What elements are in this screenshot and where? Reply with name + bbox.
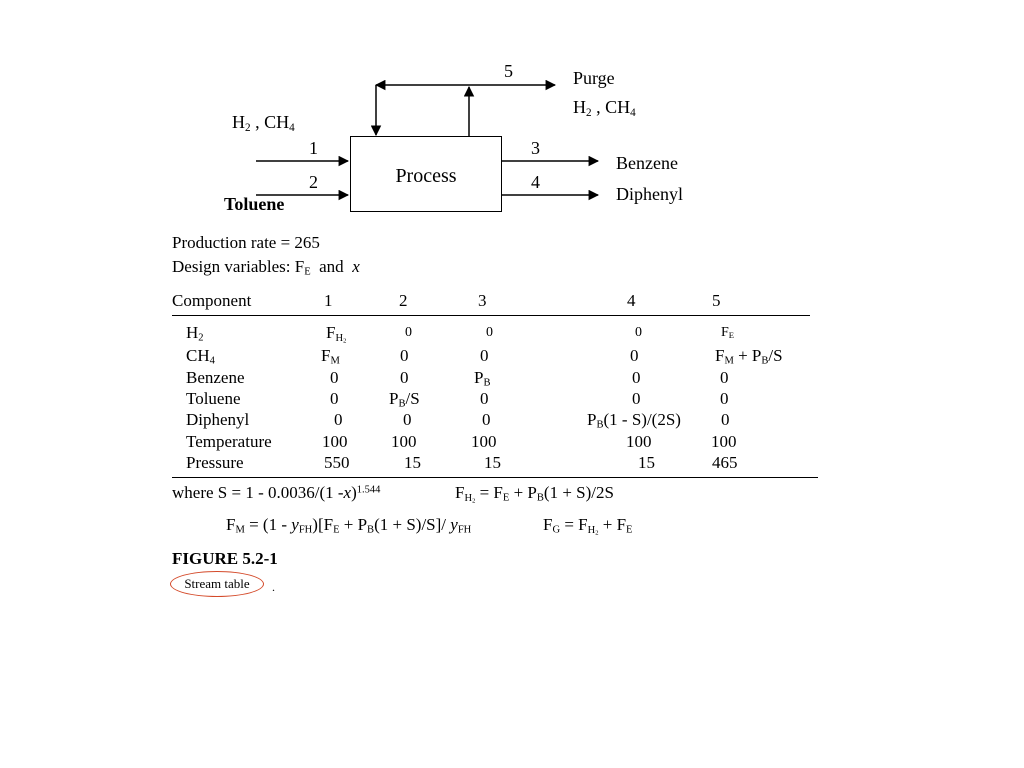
row-ch4-stream1: $F_M$ [321, 346, 340, 367]
toluene-label: Toluene [224, 194, 285, 214]
stream5-number: 5 [504, 61, 513, 81]
table-bottom-rule [172, 477, 818, 478]
row-ch4-stream2: 0 [400, 346, 409, 365]
figure-caption: FIGURE 5.2-1 [172, 549, 278, 568]
row-ch4-name: $CH_4$ [186, 346, 215, 367]
row-temperature-name: Temperature [186, 432, 272, 451]
table-header-1: 1 [324, 291, 333, 310]
row-h2-stream5: $F_E$ [721, 325, 735, 341]
row-diphenyl-stream1: 0 [334, 410, 343, 429]
equation-fg: $F_G = F_{H_2} + F_E$ [543, 515, 633, 537]
row-ch4-stream5: $F_M + P_B/S$ [715, 346, 783, 367]
row-pressure-stream2: 15 [404, 453, 421, 472]
row-h2-stream3: 0 [486, 325, 493, 340]
design-variables: Design variables: $F_E$ and x [172, 257, 360, 278]
equation-fm: $F_M = (1 - y_{FH})[F_E + P_B(1 + S)/S]/$ $y_{FH}$ [226, 515, 472, 536]
row-diphenyl-stream3: 0 [482, 410, 491, 429]
row-temperature-stream4: 100 [626, 432, 652, 451]
row-toluene-name: Toluene [186, 389, 241, 408]
row-h2-stream2: 0 [405, 325, 412, 340]
row-h2-stream1: $F_{H_2}$ [326, 323, 347, 345]
row-pressure-stream1: 550 [324, 453, 350, 472]
equation-fh2: $F_{H_2} = F_E + P_B(1 + S)/2S$ [455, 483, 614, 505]
row-toluene-stream3: 0 [480, 389, 489, 408]
row-benzene-stream3: $P_B$ [474, 368, 491, 389]
stream-table-button[interactable]: Stream table [170, 571, 264, 597]
row-benzene-stream4: 0 [632, 368, 641, 387]
row-benzene-name: Benzene [186, 368, 245, 387]
table-header-4: 4 [627, 291, 636, 310]
row-pressure-stream3: 15 [484, 453, 501, 472]
process-label: Process [395, 165, 457, 187]
row-toluene-stream2: $P_B/S$ [389, 389, 420, 410]
table-top-rule [172, 315, 810, 316]
purge-label: Purge [573, 68, 615, 88]
row-toluene-stream4: 0 [632, 389, 641, 408]
row-temperature-stream3: 100 [471, 432, 497, 451]
equation-s: where S = 1 - 0.0036/(1 -x)$^{1.544}$ [172, 483, 381, 502]
stream4-number: 4 [531, 172, 540, 192]
purge-components-label: $H_2$ , $CH_4$ [573, 97, 636, 119]
row-ch4-stream3: 0 [480, 346, 489, 365]
row-pressure-stream5: 465 [712, 453, 738, 472]
row-temperature-stream5: 100 [711, 432, 737, 451]
process-block [350, 136, 502, 212]
row-toluene-stream1: 0 [330, 389, 339, 408]
row-h2-name: $H_2$ [186, 323, 204, 344]
table-header-2: 2 [399, 291, 408, 310]
dot-mark: . [272, 580, 275, 594]
row-pressure-name: Pressure [186, 453, 244, 472]
stream2-number: 2 [309, 172, 318, 192]
feed-gas-label: $H_2$ , $CH_4$ [232, 112, 295, 134]
table-header-3: 3 [478, 291, 487, 310]
row-diphenyl-stream2: 0 [403, 410, 412, 429]
row-temperature-stream1: 100 [322, 432, 348, 451]
row-diphenyl-stream4: $P_B(1 - S)/(2S)$ [587, 410, 681, 431]
stream3-number: 3 [531, 138, 540, 158]
production-rate: Production rate = 265 [172, 233, 320, 252]
row-benzene-stream5: 0 [720, 368, 729, 387]
benzene-product-label: Benzene [616, 153, 678, 173]
row-ch4-stream4: 0 [630, 346, 639, 365]
row-diphenyl-name: Diphenyl [186, 410, 250, 429]
table-header-component: Component [172, 291, 252, 310]
stream1-number: 1 [309, 138, 318, 158]
row-pressure-stream4: 15 [638, 453, 655, 472]
row-temperature-stream2: 100 [391, 432, 417, 451]
row-h2-stream4: 0 [635, 325, 642, 340]
row-diphenyl-stream5: 0 [721, 410, 730, 429]
row-toluene-stream5: 0 [720, 389, 729, 408]
row-benzene-stream2: 0 [400, 368, 409, 387]
table-header-5: 5 [712, 291, 721, 310]
diphenyl-product-label: Diphenyl [616, 184, 683, 204]
row-benzene-stream1: 0 [330, 368, 339, 387]
